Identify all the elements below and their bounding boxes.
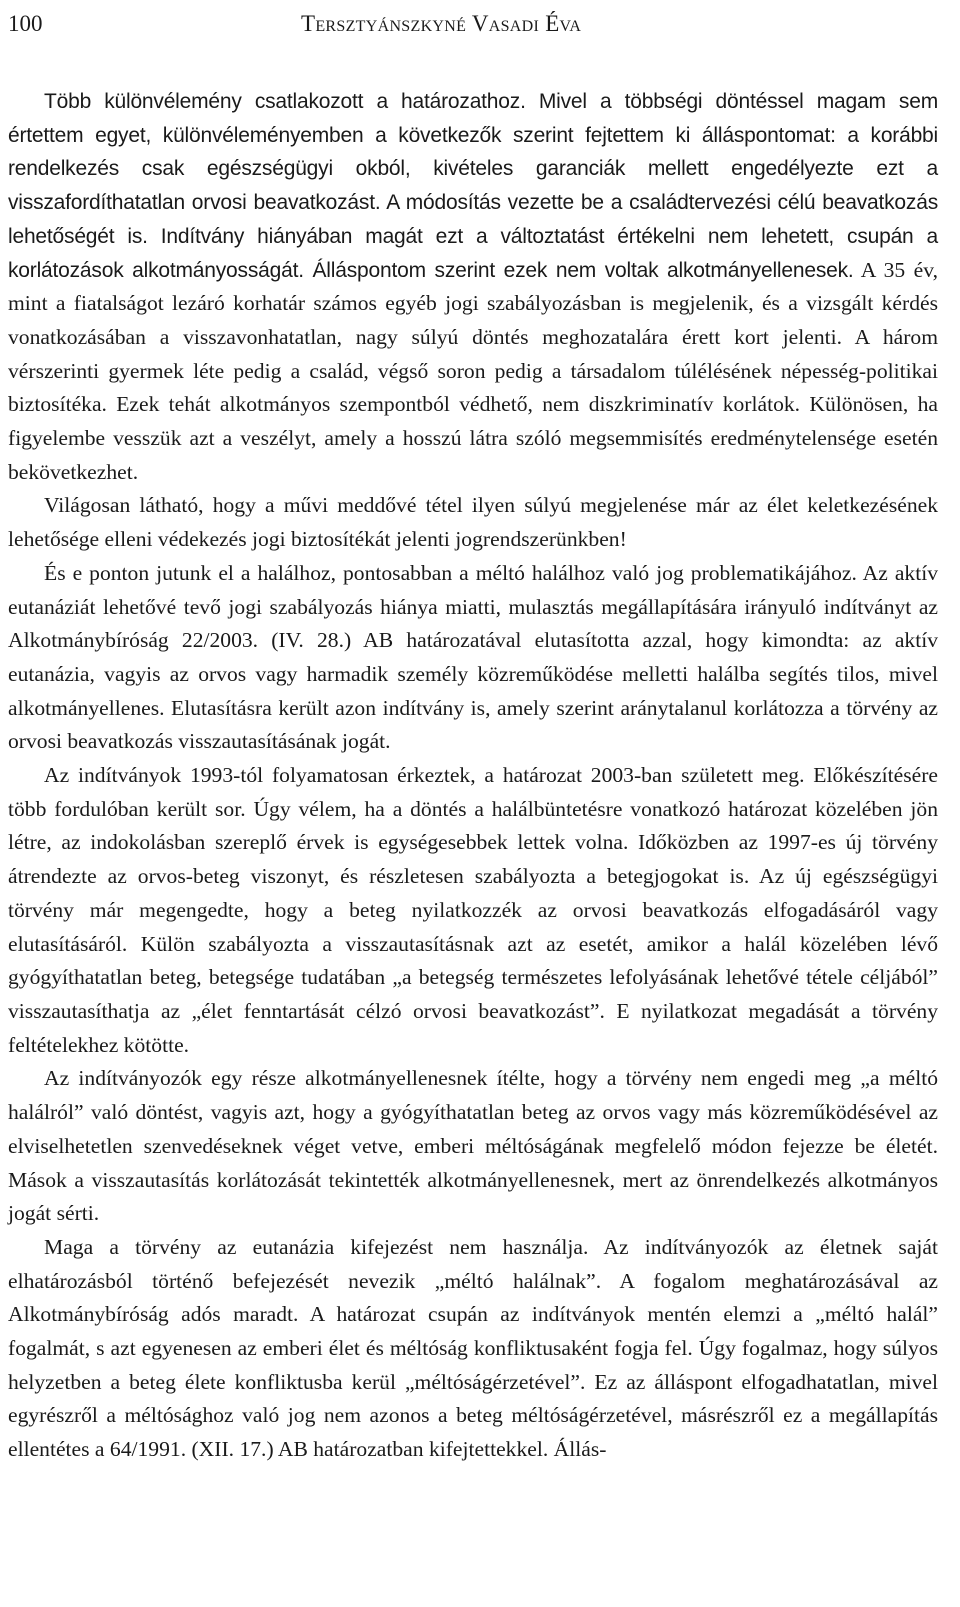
running-header (8, 4, 948, 44)
paragraph: Maga a törvény az eutanázia kifejezést nem használja. Az indítványozók az életnek saját elhatározásból történő befejezését nevezik „méltó halálnak”. A fogalom meghatározásával az Alkotmánybíróság adós maradt. A határozat csupán az indítványok mentén elemzi a „méltó halál” fogalmát, s azt egyenesen az emberi élet és méltóság konfliktusaként fogja fel. Úgy fogalmaz, hogy súlyos helyzetben a beteg élete konfliktusba kerül „méltóságérzetével”. Ez az álláspont elfogadhatatlan, mivel egyrészről a méltósághoz való jog nem azonos a beteg méltóságérzetével, másrészről ez a megállapítás ellentétes a 64/1991. (XII. 17.) AB határozatban kifejtettekkel. Állás- (8, 1234, 938, 1462)
paragraph: És e ponton jutunk el a halálhoz, pontosabban a méltó halálhoz való jog problematikájához. Az aktív eutanáziát lehetővé tevő jogi szabályozás hiánya miatti, mulasztás megállapítására irányuló indítványt az Alkotmánybíróság 22/2003. (IV. 28.) AB határozatával elutasította azzal, hogy kimondta: az aktív eutanázia, vagyis az orvos vagy harmadik személy közreműködése melletti halálba segítés tilos, mivel alkotmányellenes. Elutasításra került azon indítvány is, amely szerint aránytalanul korlátozza a törvény az orvosi beavatkozás visszautasításának jogát. (8, 560, 938, 754)
paragraph: Az indítványozók egy része alkotmányellenesnek ítélte, hogy a törvény nem engedi meg „a méltó halálról” való döntést, vagyis azt, hogy a gyógyíthatatlan beteg az orvos vagy más közreműködésével az elviselhetetlen szenvedéseknek véget vetve, emberi méltóságának megfelelő módon fejezze be életét. Mások a visszautasítás korlátozását tekintették alkotmányellenesnek, mert az önrendelkezés alkotmányos jogát sérti. (8, 1066, 938, 1226)
paragraph: Az indítványok 1993-tól folyamatosan érkeztek, a határozat 2003-ban született meg. Előkészítésére több fordulóban került sor. Úgy vélem, ha a döntés a halálbüntetésre vonatkozó határozat közelében jön létre, az indokolásban szereplő érvek is egységesebbek lettek volna. Időközben az 1997-es új törvény átrendezte az orvos-beteg viszonyt, és részletesen szabályozta a betegjogokat is. Az új egészségügyi törvény már megengedte, hogy a beteg nyilatkozzék az orvosi beavatkozás elfogadásáról vagy elutasításáról. Külön szabályozta a visszautasításnak azt az esetét, amikor a halál közelében lévő gyógyíthatatlan beteg, betegsége tudatában „a betegség természetes lefolyásának lehetővé tétele céljából” visszautasíthatja az „élet fenntartását célzó orvosi beavatkozást”. E nyilatkozat megadását a törvény feltételekhez kötötte. (8, 763, 938, 1057)
body-text (8, 85, 938, 1467)
page-number: 100 (8, 11, 43, 36)
paragraph (8, 85, 938, 489)
paragraph-sans-segment: Több különvélemény csatlakozott a határozathoz. Mivel a többségi döntéssel magam sem értettem egyet, különvéleményemben a következők szerint fejtettem ki álláspontomat: a korábbi rendelkezés csak egészségügyi okból, kivételes garanciák mellett engedélyezte ezt a visszafordíthatatlan orvosi beavatkozást. A módosítás vezette be a családtervezési célú beavatkozás lehetőségét is. Indítvány hiányában magát ezt a változtatást értékelni nem lehetett, csupán a korlátozások alkotmányosságát. Álláspontom szerint ezek nem voltak alkotmányellenesek. (8, 90, 938, 282)
paragraph-serif-segment: A 35 év, mint a fiatalságot lezáró korhatár számos egyéb jogi szabályozásban is megjelenik, és a vizsgált kérdés vonatkozásában a visszavonhatatlan, nagy súlyú döntés meghozatalára érett kort jelenti. A három vérszerinti gyermek léte pedig a család, végső soron pedig a társadalom túlélésének népesség-politikai biztosítéka. Ezek tehát alkotmányos szempontból védhető, nem diszkriminatív korlátok. Különösen, ha figyelembe vesszük azt a veszélyt, amely a hosszú látra szóló megsemmisítés eredménytelensége esetén bekövetkezhet. (8, 257, 938, 484)
running-head-author: Tersztyánszkyné Vasadi Éva (301, 11, 582, 36)
paragraph: Világosan látható, hogy a művi meddővé tétel ilyen súlyú megjelenése már az élet keletkezésének lehetősége elleni védekezés jogi biztosítékát jelenti jogrendszerünkben! (8, 493, 938, 552)
